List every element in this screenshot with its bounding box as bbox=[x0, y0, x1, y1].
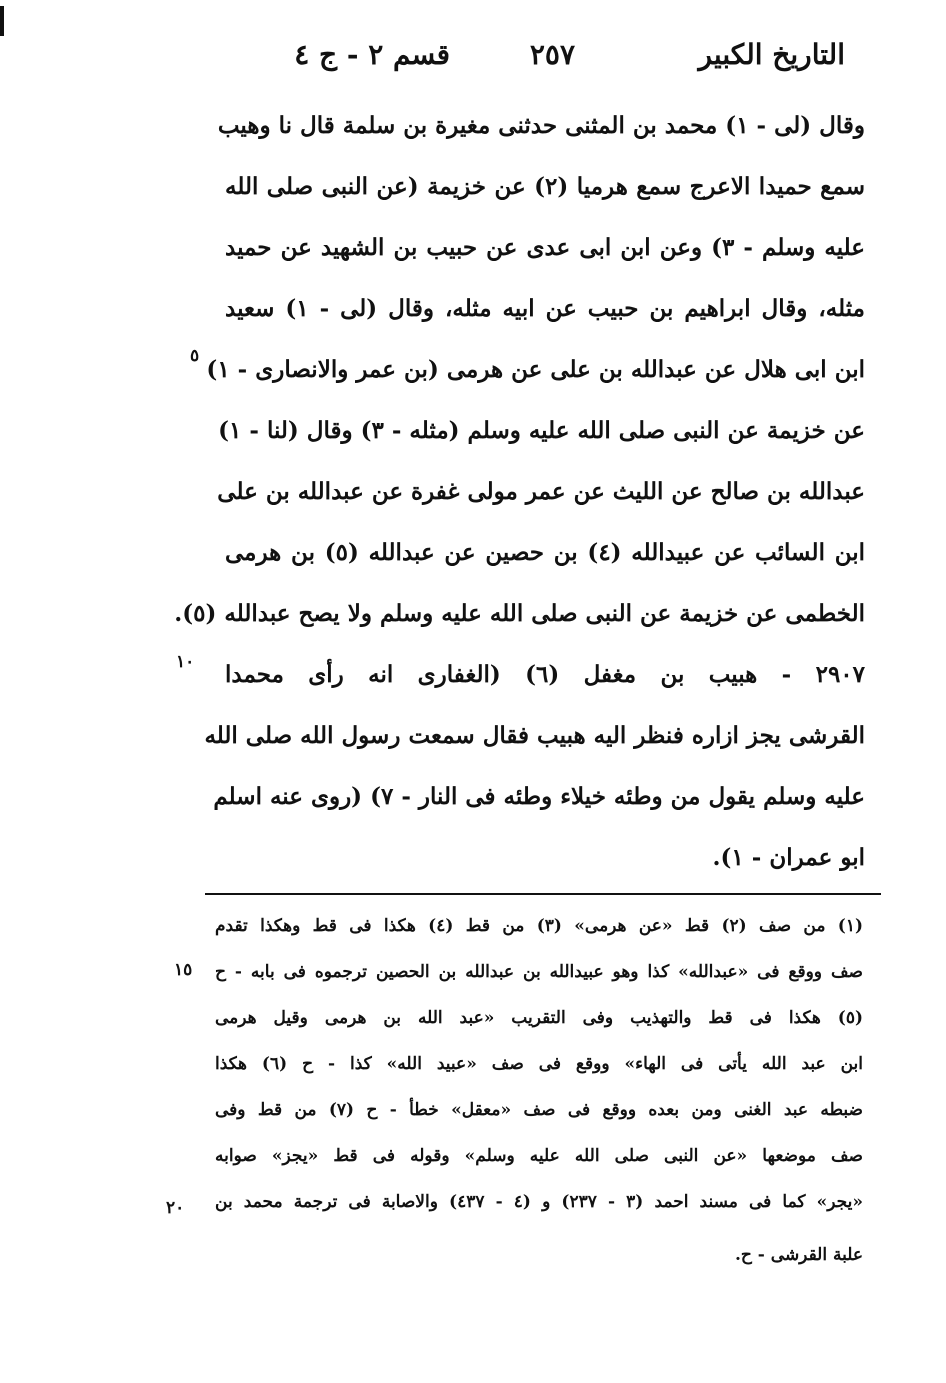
running-header bbox=[225, 38, 845, 88]
text-line: ابن السائب عن عبيدالله (٤) بن حصين عن عبدالله (٥) بن هرمى bbox=[225, 539, 866, 566]
margin-mark bbox=[0, 6, 4, 36]
text-line: ابن ابى هلال عن عبدالله بن على عن هرمى (بن عمر والانصارى - ١) bbox=[206, 356, 865, 383]
footnote-line: صف ووقع فى «عبدالله» كذا وهو عبيدالله بن عبدالله بن الحصين ترجموه فى بابه - ح bbox=[215, 962, 863, 982]
text-line: مثله، وقال ابراهيم بن حبيب عن ابيه مثله، وقال (لى - ١) سعيد bbox=[225, 295, 865, 322]
footnotes bbox=[215, 903, 863, 1285]
text-line: عن خزيمة عن النبى صلى الله عليه وسلم (مثله - ٣) وقال (لنا - ١) bbox=[218, 417, 865, 444]
text-line: الخطمى عن خزيمة عن النبى صلى الله عليه وسلم ولا يصح عبدالله (٥). bbox=[174, 600, 865, 627]
line-number-10: ١٠ bbox=[176, 652, 195, 672]
footnote-line-number-20: ٢٠ bbox=[166, 1198, 185, 1218]
footnote-line: ضبطه عبد الغنى ومن بعده ووقع فى صف «معقل» خطأ - ح (٧) من قط وفى bbox=[215, 1100, 863, 1120]
text-line: عليه وسلم - ٣) وعن ابن ابى عدى عن حبيب بن الشهيد عن حميد bbox=[225, 234, 865, 261]
text-line: عليه وسلم يقول من وطئه خيلاء وطئه فى النار - ٧) (روى عنه اسلم bbox=[213, 783, 865, 810]
footnote-line: علبة القرشى - ح. bbox=[734, 1245, 863, 1265]
text-line: وقال (لى - ١) محمد بن المثنى حدثنى مغيرة بن سلمة قال نا وهيب bbox=[217, 112, 865, 139]
text-line: ابو عمران - ١). bbox=[712, 844, 865, 871]
footnote-line-number-15: ١٥ bbox=[174, 960, 193, 980]
page-number: ٢٥٧ bbox=[529, 38, 575, 71]
book-title: التاريخ الكبير bbox=[698, 38, 845, 71]
footnote-divider bbox=[205, 893, 881, 895]
footnote-line: ابن عبد الله يأتى فى الهاء» ووقع فى صف «عبيد الله» كذا - ح (٦) هكذا bbox=[215, 1054, 863, 1074]
text-line: القرشى يجز ازاره فنظر اليه هبيب فقال سمعت رسول الله صلى الله bbox=[204, 722, 865, 749]
footnote-line: صف موضعها «عن النبى صلى الله عليه وسلم» وقوله فى قط «يجز» صوابه bbox=[215, 1146, 863, 1166]
footnote-line: (٥) هكذا فى قط والتهذيب وفى التقريب «عبد الله بن هرمى وقيل هرمى bbox=[215, 1008, 863, 1028]
text-line: عبدالله بن صالح عن الليث عن عمر مولى غفرة عن عبدالله بن على bbox=[217, 478, 865, 505]
section-volume: قسم ٢ - ج ٤ bbox=[294, 38, 450, 71]
text-line: سمع حميدا الاعرج سمع هرميا (٢) عن خزيمة (عن النبى صلى الله bbox=[225, 173, 865, 200]
footnote-line: (١) من صف (٢) قط «عن هرمى» (٣) من قط (٤) هكذا فى قط وهكذا تقدم bbox=[215, 916, 864, 936]
footnote-line: «يجر» كما فى مسند احمد (٣ - ٢٣٧) و (٤ - ٤٣٧) والاصابة فى ترجمة محمد بن bbox=[215, 1192, 863, 1212]
entry-heading-line: ٢٩٠٧ - هبيب بن مغفل (٦) (الغفارى انه رأى محمدا bbox=[225, 661, 866, 688]
line-number-5: ٥ bbox=[190, 346, 200, 366]
